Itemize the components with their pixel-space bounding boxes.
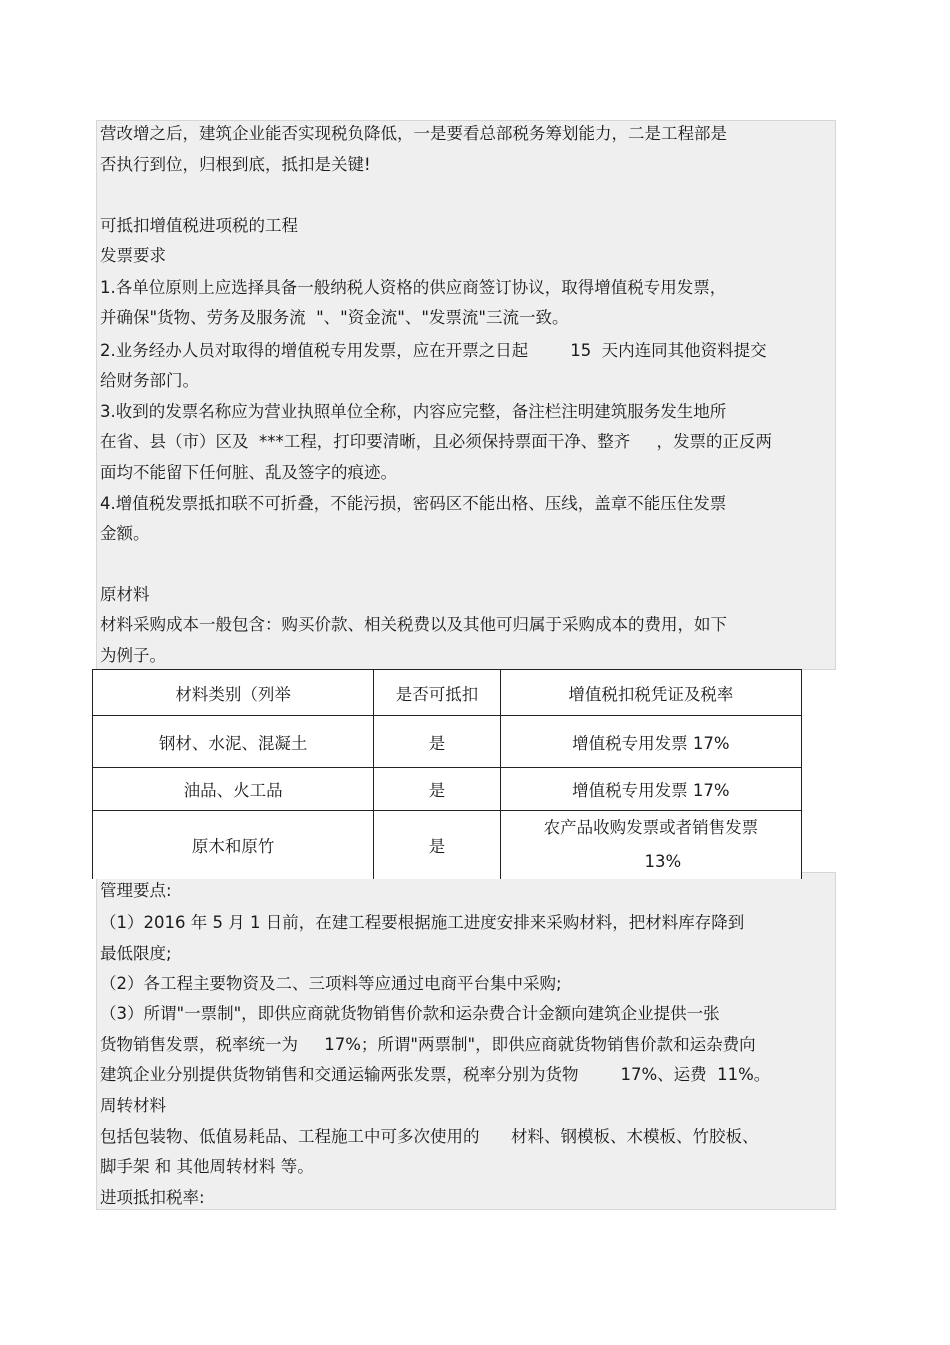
paragraph-intro-line-2: 否执行到位，归根到底，抵扣是关键! bbox=[100, 155, 371, 174]
table-cell-line: 13% bbox=[644, 852, 682, 871]
table-header-cell: 增值税扣税凭证及税率 bbox=[500, 670, 801, 716]
management-point-3-line-3: 建筑企业分别提供货物销售和交通运输两张发票，税率分别为货物 17%、运费 11%。 bbox=[100, 1065, 771, 1084]
material-table bbox=[92, 669, 802, 879]
turnover-material-line-2: 脚手架 和 其他周转材料 等。 bbox=[100, 1157, 314, 1176]
item-3-line-1: 3.收到的发票名称应为营业执照单位全称，内容应完整，备注栏注明建筑服务发生地所 bbox=[100, 402, 727, 421]
item-4-line-1: 4.增值税发票抵扣联不可折叠，不能污损，密码区不能出格、压线，盖章不能压住发票 bbox=[100, 494, 727, 513]
item-1-line-2: 并确保"货物、劳务及服务流 "、"资金流"、"发票流"三流一致。 bbox=[100, 308, 569, 327]
management-point-3-line-2: 货物销售发票，税率统一为 17%；所谓"两票制"，即供应商就货物销售价款和运杂费向 bbox=[100, 1035, 756, 1054]
management-point-1-line-1: （1）2016 年 5 月 1 日前，在建工程要根据施工进度安排来采购材料，把材料库存降到 bbox=[100, 913, 745, 932]
table-cell-line: 农产品收购发票或者销售发票 bbox=[543, 818, 759, 837]
table-cell: 原木和原竹 bbox=[93, 811, 374, 880]
item-3-line-2: 在省、县（市）区及 ***工程，打印要清晰，且必须保持票面干净、整齐 ，发票的正反两 bbox=[100, 432, 772, 451]
turnover-material-line-1: 包括包装物、低值易耗品、工程施工中可多次使用的 材料、钢模板、木模板、竹胶板、 bbox=[100, 1127, 759, 1146]
table-row bbox=[93, 768, 802, 811]
section-title-project: 可抵扣增值税进项税的工程 bbox=[100, 216, 298, 235]
item-2-line-2: 给财务部门。 bbox=[100, 371, 199, 390]
section-title-invoice: 发票要求 bbox=[100, 246, 166, 265]
table-cell: 是 bbox=[374, 811, 501, 880]
raw-material-line-1: 材料采购成本一般包含：购买价款、相关税费以及其他可归属于采购成本的费用，如下 bbox=[100, 615, 727, 634]
table-cell: 增值税专用发票 17% bbox=[500, 716, 801, 768]
table-cell: 油品、火工品 bbox=[93, 768, 374, 811]
section-title-raw-material: 原材料 bbox=[100, 585, 150, 604]
section-title-management: 管理要点: bbox=[100, 881, 172, 900]
management-point-2: （2）各工程主要物资及二、三项料等应通过电商平台集中采购; bbox=[100, 974, 562, 993]
table-cell: 钢材、水泥、混凝土 bbox=[93, 716, 374, 768]
item-1-line-1: 1.各单位原则上应选择具备一般纳税人资格的供应商签订协议，取得增值税专用发票， bbox=[100, 278, 727, 297]
table-cell: 增值税专用发票 17% bbox=[500, 768, 801, 811]
paragraph-intro-line-1: 营改增之后，建筑企业能否实现税负降低，一是要看总部税务筹划能力，二是工程部是 bbox=[100, 124, 727, 143]
management-point-3-line-1: （3）所谓"一票制"，即供应商就货物销售价款和运杂费合计金额向建筑企业提供一张 bbox=[100, 1004, 720, 1023]
item-3-line-3: 面均不能留下任何脏、乱及签字的痕迹。 bbox=[100, 463, 397, 482]
item-2-line-1: 2.业务经办人员对取得的增值税专用发票，应在开票之日起 15 天内连同其他资料提交 bbox=[100, 341, 767, 360]
table-header-cell: 是否可抵扣 bbox=[374, 670, 501, 716]
table-header-cell: 材料类别（列举 bbox=[93, 670, 374, 716]
table-header-row bbox=[93, 670, 802, 716]
section-title-deduction-rate: 进项抵扣税率: bbox=[100, 1188, 205, 1207]
content-panel-top bbox=[96, 120, 836, 670]
table-row bbox=[93, 811, 802, 880]
item-4-line-2: 金额。 bbox=[100, 524, 150, 543]
table-cell: 是 bbox=[374, 716, 501, 768]
management-point-1-line-2: 最低限度; bbox=[100, 944, 172, 963]
section-title-turnover-material: 周转材料 bbox=[100, 1096, 166, 1115]
table-row bbox=[93, 716, 802, 768]
raw-material-line-2: 为例子。 bbox=[100, 646, 166, 665]
table-cell-multiline bbox=[500, 811, 801, 880]
table-cell: 是 bbox=[374, 768, 501, 811]
